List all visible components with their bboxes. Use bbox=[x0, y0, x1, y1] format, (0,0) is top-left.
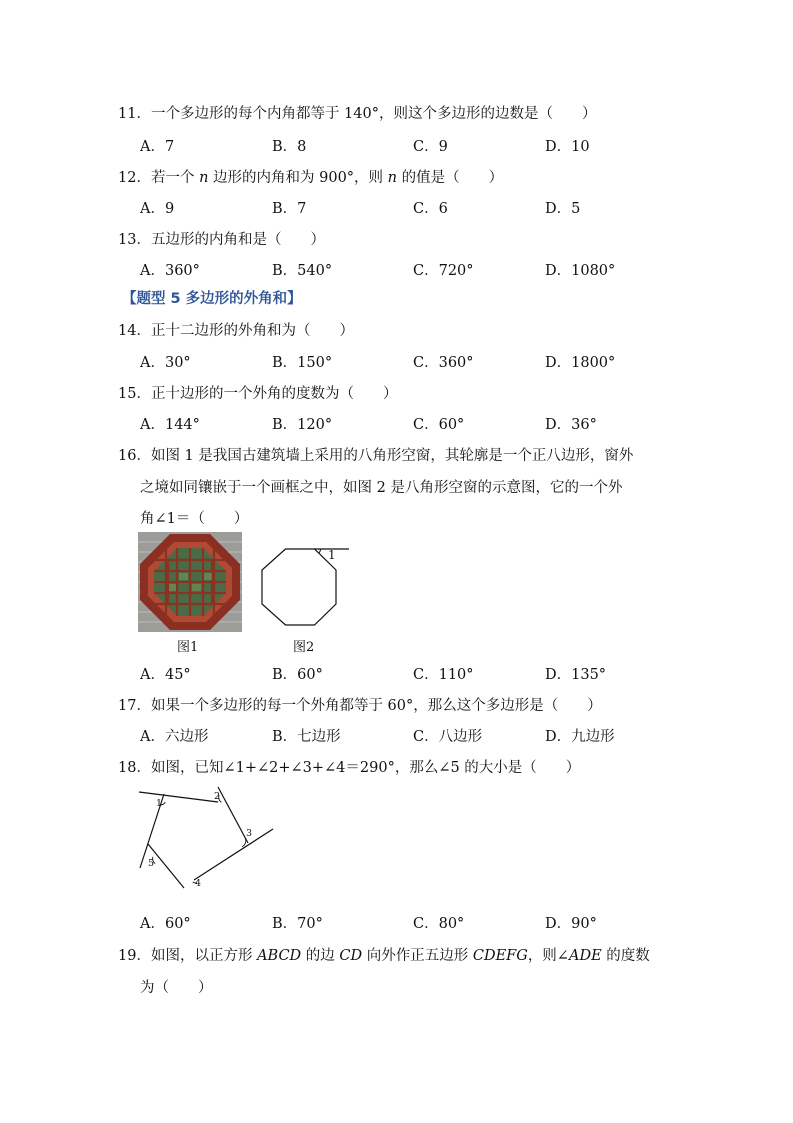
figure-2-caption: 图2 bbox=[293, 640, 315, 655]
q19-text-3: 向外作正五边形 bbox=[362, 948, 473, 964]
q12-text-pre: 12．若一个 bbox=[118, 170, 200, 186]
figure-1-caption: 图1 bbox=[177, 640, 199, 655]
question-15: 15．正十边形的一个外角的度数为（ ） bbox=[118, 386, 398, 402]
question-11: 11．一个多边形的每个内角都等于 140°，则这个多边形的边数是（ ） bbox=[118, 106, 597, 122]
q17-option-b: B．七边形 bbox=[272, 729, 341, 745]
q11-option-c: C．9 bbox=[413, 139, 448, 155]
octagon-diagram bbox=[256, 544, 352, 636]
q14-option-b: B．150° bbox=[272, 355, 333, 371]
question-19-line-1 bbox=[118, 944, 650, 965]
q15-option-b: B．120° bbox=[272, 417, 333, 433]
q12-option-d: D．5 bbox=[545, 201, 581, 217]
q14-option-c: C．360° bbox=[413, 355, 474, 371]
angle-label-4: 4 bbox=[195, 878, 202, 889]
section-heading-type-5: 【题型 5 多边形的外角和】 bbox=[122, 291, 302, 307]
q13-option-d: D．1080° bbox=[545, 263, 616, 279]
q18-option-a: A．60° bbox=[140, 916, 191, 932]
q14-option-d: D．1800° bbox=[545, 355, 616, 371]
angle-label-3: 3 bbox=[246, 828, 253, 839]
q17-option-a: A．六边形 bbox=[140, 729, 209, 745]
question-12 bbox=[118, 166, 503, 187]
q18-option-c: C．80° bbox=[413, 916, 465, 932]
q19-text-4: ，则∠ bbox=[527, 948, 569, 964]
q12-text-mid: 边形的内角和为 900°，则 bbox=[208, 170, 388, 186]
q11-option-b: B．8 bbox=[272, 139, 307, 155]
q19-side-cd: CD bbox=[339, 948, 363, 964]
q19-text-5: 的度数 bbox=[601, 948, 650, 964]
q19-text-1: 19．如图，以正方形 bbox=[118, 948, 258, 964]
q12-variable-n-2: n bbox=[387, 170, 398, 186]
q13-option-c: C．720° bbox=[413, 263, 474, 279]
q13-option-b: B．540° bbox=[272, 263, 333, 279]
q18-option-d: D．90° bbox=[545, 916, 597, 932]
q18-option-b: B．70° bbox=[272, 916, 323, 932]
q14-option-a: A．30° bbox=[140, 355, 191, 371]
question-17: 17．如果一个多边形的每一个外角都等于 60°，那么这个多边形是（ ） bbox=[118, 698, 602, 714]
q15-option-d: D．36° bbox=[545, 417, 597, 433]
q12-option-a: A．9 bbox=[140, 201, 175, 217]
octagonal-window-photo bbox=[138, 532, 242, 632]
q12-option-b: B．7 bbox=[272, 201, 307, 217]
q16-option-d: D．135° bbox=[545, 667, 607, 683]
q17-option-c: C．八边形 bbox=[413, 729, 483, 745]
fig2-angle-1-label: 1 bbox=[328, 548, 336, 562]
q12-text-post: 的值是（ ） bbox=[397, 170, 504, 186]
q17-option-d: D．九边形 bbox=[545, 729, 615, 745]
question-16-line-3: 角∠1＝（ ） bbox=[140, 511, 249, 527]
pentagon-exterior-angles-diagram bbox=[136, 784, 278, 902]
q15-option-a: A．144° bbox=[140, 417, 200, 433]
q19-square-abcd: ABCD bbox=[257, 948, 302, 964]
angle-label-5: 5 bbox=[148, 858, 155, 869]
angle-label-2: 2 bbox=[214, 791, 221, 802]
q19-angle-ade: ADE bbox=[568, 948, 602, 964]
question-18: 18．如图，已知∠1+∠2+∠3+∠4＝290°，那么∠5 的大小是（ ） bbox=[118, 760, 581, 776]
q16-option-a: A．45° bbox=[140, 667, 191, 683]
q12-option-c: C．6 bbox=[413, 201, 448, 217]
q19-text-2: 的边 bbox=[301, 948, 340, 964]
angle-label-1: 1 bbox=[156, 798, 163, 809]
question-16-line-1: 16．如图 1 是我国古建筑墙上采用的八角形空窗，其轮廓是一个正八边形，窗外 bbox=[118, 448, 634, 464]
question-13: 13．五边形的内角和是（ ） bbox=[118, 232, 325, 248]
q11-option-a: A．7 bbox=[140, 139, 175, 155]
q15-option-c: C．60° bbox=[413, 417, 465, 433]
q16-option-c: C．110° bbox=[413, 667, 474, 683]
q16-option-b: B．60° bbox=[272, 667, 323, 683]
question-19-line-2: 为（ ） bbox=[140, 980, 213, 996]
question-16-line-2: 之境如同镶嵌于一个画框之中，如图 2 是八角形空窗的示意图，它的一个外 bbox=[140, 480, 623, 496]
q12-variable-n: n bbox=[199, 170, 209, 186]
q11-option-d: D．10 bbox=[545, 139, 590, 155]
question-14: 14．正十二边形的外角和为（ ） bbox=[118, 323, 354, 339]
q19-pentagon-cdefg: CDEFG bbox=[472, 948, 528, 964]
q13-option-a: A．360° bbox=[140, 263, 200, 279]
